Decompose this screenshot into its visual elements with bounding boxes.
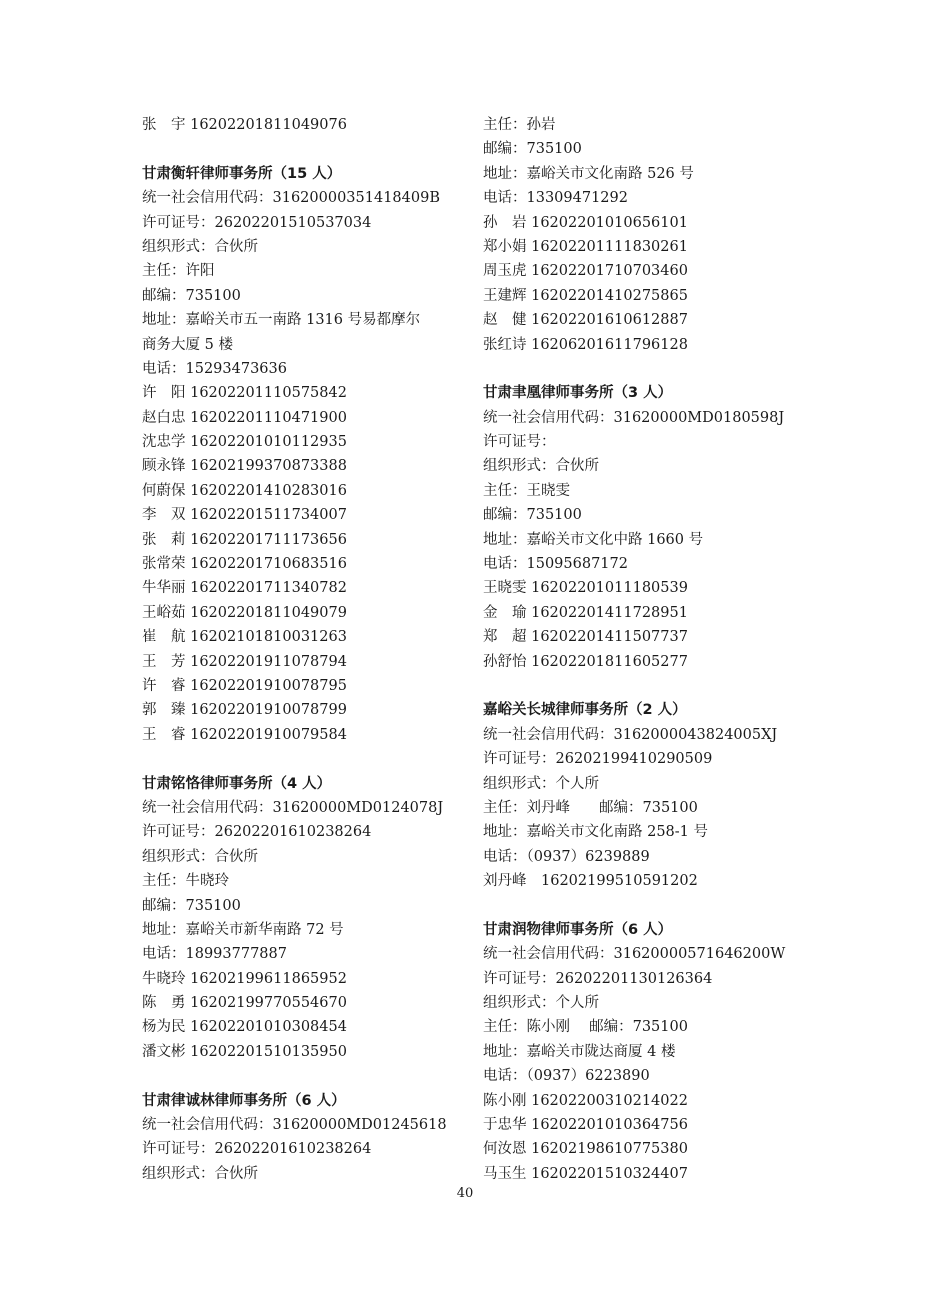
text-line: 何汝恩 16202198610775380: [483, 1141, 688, 1158]
text-line: 郑 超 16202201411507737: [483, 629, 688, 646]
text-line: 王晓雯 16202201011180539: [483, 580, 688, 597]
firm-heading: 甘肃铭恪律师事务所（4 人）: [142, 775, 332, 792]
text-line: 张常荣 16202201710683516: [142, 556, 347, 573]
text-line: 统一社会信用代码：31620000MD01245618: [142, 1117, 447, 1134]
text-line: 电话：15095687172: [483, 556, 628, 573]
text-line: 于忠华 16202201010364756: [483, 1117, 688, 1134]
spacer: [483, 894, 813, 918]
text-line: 电话：18993777887: [142, 946, 287, 963]
text-line: 李 双 16202201511734007: [142, 507, 347, 524]
text-line: 马玉生 16202201510324407: [483, 1165, 688, 1182]
spacer: [142, 1064, 462, 1088]
text-line: 电话：15293473636: [142, 360, 287, 377]
text-line: 许可证号：26202201130126364: [483, 970, 713, 987]
text-line: 金 瑜 16202201411728951: [483, 604, 688, 621]
left-column: [142, 113, 462, 1186]
text-line: 张 莉 16202201711173656: [142, 531, 347, 548]
text-line: 何蔚保 16202201410283016: [142, 482, 347, 499]
text-line: 组织形式：合伙所: [142, 848, 258, 865]
spacer: [483, 357, 813, 381]
text-line: 陈小刚 16202200310214022: [483, 1092, 688, 1109]
text-line: 主任：王晓雯: [483, 482, 570, 499]
firm-heading: 甘肃润物律师事务所（6 人）: [483, 921, 673, 938]
text-line: 统一社会信用代码：31620000351418409B: [142, 190, 440, 207]
spacer: [483, 674, 813, 698]
text-line: 统一社会信用代码：3162000043824005XJ: [483, 726, 778, 743]
text-line: 地址：嘉峪关市新华南路 72 号: [142, 921, 344, 938]
text-line: 许 阳 16202201110575842: [142, 385, 347, 402]
text-line: 张 宇 16202201811049076: [142, 117, 347, 133]
text-line: 主任：孙岩: [483, 117, 556, 133]
text-line: 顾永锋 16202199370873388: [142, 458, 347, 475]
text-line: 张红诗 16206201611796128: [483, 336, 688, 353]
text-line: 许可证号：26202201510537034: [142, 214, 372, 231]
text-line: 统一社会信用代码：31620000MD0180598J: [483, 409, 785, 426]
text-line: 组织形式：个人所: [483, 775, 599, 792]
text-line: 电话：13309471292: [483, 190, 628, 207]
text-line: 郭 臻 16202201910078799: [142, 702, 347, 719]
text-line: 许可证号：26202201610238264: [142, 824, 372, 841]
text-line: 主任：陈小刚 邮编：735100: [483, 1019, 688, 1036]
text-line: 王 睿 16202201910079584: [142, 726, 347, 743]
text-line: 组织形式：合伙所: [142, 1165, 258, 1182]
firm-heading: 甘肃衡轩律师事务所（15 人）: [142, 165, 342, 182]
text-line: 邮编：735100: [142, 287, 241, 304]
text-line: 周玉虎 16202201710703460: [483, 263, 688, 280]
spacer: [142, 137, 462, 161]
text-line: 组织形式：个人所: [483, 995, 599, 1012]
text-line: 赵白忠 16202201110471900: [142, 409, 347, 426]
text-line: 陈 勇 16202199770554670: [142, 995, 347, 1012]
text-line: 王峪茹 16202201811049079: [142, 604, 347, 621]
text-line: 地址：嘉峪关市文化南路 526 号: [483, 165, 694, 182]
text-line: 许可证号：26202199410290509: [483, 751, 713, 768]
text-line: 统一社会信用代码：31620000MD0124078J: [142, 799, 444, 816]
text-line: 赵 健 16202201610612887: [483, 312, 688, 329]
text-line: 许 睿 16202201910078795: [142, 677, 347, 694]
text-line: 牛华丽 16202201711340782: [142, 580, 347, 597]
text-line: 商务大厦 5 楼: [142, 336, 233, 353]
firm-heading: 甘肃聿凰律师事务所（3 人）: [483, 385, 673, 402]
text-line: 许可证号：26202201610238264: [142, 1141, 372, 1158]
text-line: 主任：刘丹峰 邮编：735100: [483, 799, 698, 816]
page-number: 40: [456, 1186, 474, 1201]
text-line: 沈忠学 16202201010112935: [142, 434, 347, 451]
firm-heading: 甘肃律诚林律师事务所（6 人）: [142, 1092, 346, 1109]
text-line: 电话：（0937）6239889: [483, 848, 650, 865]
text-line: 邮编：735100: [483, 141, 582, 158]
text-line: 邮编：735100: [142, 897, 241, 914]
firm-heading: 嘉峪关长城律师事务所（2 人）: [483, 702, 687, 719]
text-line: 潘文彬 16202201510135950: [142, 1043, 347, 1060]
text-line: 刘丹峰 16202199510591202: [483, 873, 698, 890]
text-line: 郑小娟 16202201111830261: [483, 238, 688, 255]
text-line: 电话：（0937）6223890: [483, 1068, 650, 1085]
text-line: 王 芳 16202201911078794: [142, 653, 347, 670]
text-line: 崔 航 16202101810031263: [142, 629, 347, 646]
text-line: 邮编：735100: [483, 507, 582, 524]
text-line: 孙舒怡 16202201811605277: [483, 653, 688, 670]
text-line: 牛晓玲 16202199611865952: [142, 970, 347, 987]
text-line: 统一社会信用代码：31620000571646200W: [483, 946, 786, 963]
text-line: 地址：嘉峪关市五一南路 1316 号易都摩尔: [142, 312, 421, 329]
text-line: 地址：嘉峪关市陇达商厦 4 楼: [483, 1043, 676, 1060]
text-line: 地址：嘉峪关市文化南路 258-1 号: [483, 824, 709, 841]
text-line: 主任：牛晓玲: [142, 873, 229, 890]
right-column: [483, 113, 813, 1186]
text-line: 地址：嘉峪关市文化中路 1660 号: [483, 531, 704, 548]
text-line: 王建辉 16202201410275865: [483, 287, 688, 304]
text-line: 主任：许阳: [142, 263, 215, 280]
text-line: 组织形式：合伙所: [483, 458, 599, 475]
text-line: 许可证号：: [483, 434, 556, 451]
spacer: [142, 747, 462, 771]
text-line: 杨为民 16202201010308454: [142, 1019, 347, 1036]
text-line: 孙 岩 16202201010656101: [483, 214, 688, 231]
text-line: 组织形式：合伙所: [142, 238, 258, 255]
